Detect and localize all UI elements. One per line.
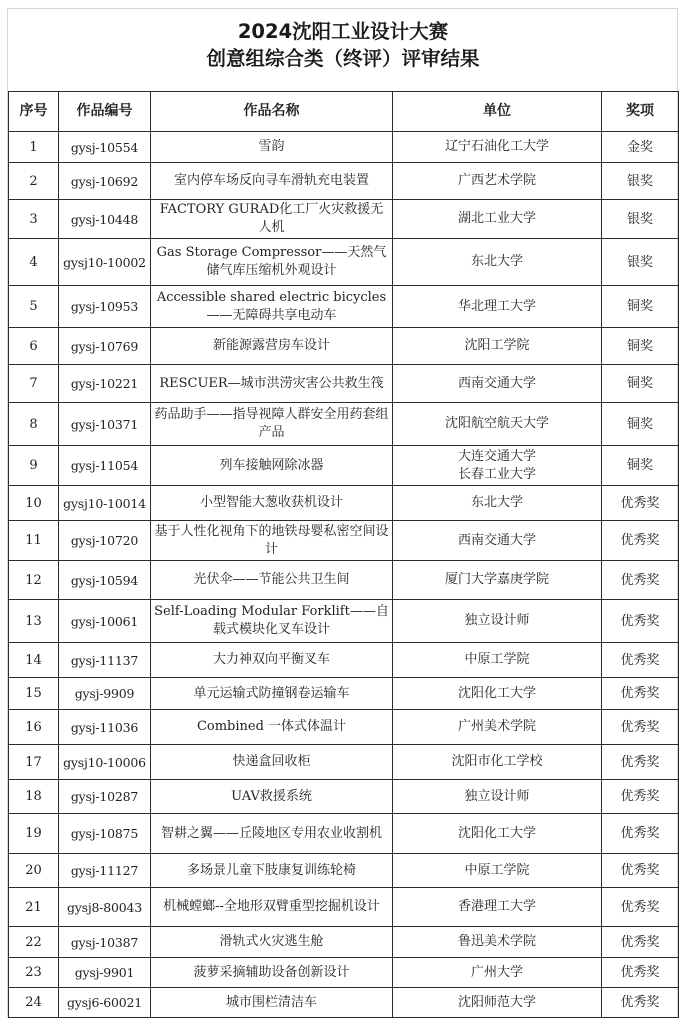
table-row bbox=[9, 745, 679, 780]
row-number: 19 bbox=[9, 814, 59, 854]
table-row bbox=[9, 814, 679, 854]
unit-name: 沈阳化工大学 bbox=[393, 678, 602, 710]
work-code: gysj-11127 bbox=[59, 854, 151, 888]
row-number: 9 bbox=[9, 446, 59, 486]
unit-name: 东北大学 bbox=[393, 486, 602, 521]
award: 优秀奖 bbox=[602, 927, 679, 958]
work-name: 菠萝采摘辅助设备创新设计 bbox=[151, 958, 393, 988]
table-row bbox=[9, 200, 679, 239]
award: 优秀奖 bbox=[602, 888, 679, 927]
row-number: 7 bbox=[9, 365, 59, 403]
work-code: gysj10-10002 bbox=[59, 239, 151, 286]
award: 优秀奖 bbox=[602, 780, 679, 814]
work-name: 智耕之翼——丘陵地区专用农业收割机 bbox=[151, 814, 393, 854]
table-row bbox=[9, 958, 679, 988]
results-table bbox=[8, 91, 679, 1018]
row-number: 12 bbox=[9, 561, 59, 600]
work-code: gysj-10554 bbox=[59, 132, 151, 163]
work-code: gysj10-10014 bbox=[59, 486, 151, 521]
award: 优秀奖 bbox=[602, 854, 679, 888]
row-number: 22 bbox=[9, 927, 59, 958]
table-row bbox=[9, 561, 679, 600]
award: 优秀奖 bbox=[602, 988, 679, 1018]
unit-name: 厦门大学嘉庚学院 bbox=[393, 561, 602, 600]
row-number: 13 bbox=[9, 600, 59, 643]
unit-name: 东北大学 bbox=[393, 239, 602, 286]
work-code: gysj-9901 bbox=[59, 958, 151, 988]
document-title bbox=[8, 18, 678, 72]
award: 优秀奖 bbox=[602, 678, 679, 710]
work-code: gysj-11137 bbox=[59, 643, 151, 678]
unit-name: 大连交通大学 长春工业大学 bbox=[393, 446, 602, 486]
unit-name: 中原工学院 bbox=[393, 854, 602, 888]
award: 铜奖 bbox=[602, 365, 679, 403]
unit-name: 广州美术学院 bbox=[393, 710, 602, 745]
row-number: 17 bbox=[9, 745, 59, 780]
work-code: gysj-10692 bbox=[59, 163, 151, 200]
work-name: Self-Loading Modular Forklift——自载式模块化叉车设计 bbox=[151, 600, 393, 643]
work-name: 基于人性化视角下的地铁母婴私密空间设计 bbox=[151, 521, 393, 561]
title-line-2: 创意组综合类（终评）评审结果 bbox=[206, 47, 480, 70]
row-number: 23 bbox=[9, 958, 59, 988]
unit-name: 沈阳师范大学 bbox=[393, 988, 602, 1018]
unit-name: 辽宁石油化工大学 bbox=[393, 132, 602, 163]
title-line-1: 2024沈阳工业设计大赛 bbox=[237, 20, 449, 43]
work-name: 雪韵 bbox=[151, 132, 393, 163]
unit-name: 沈阳化工大学 bbox=[393, 814, 602, 854]
work-name: Gas Storage Compressor——天然气储气库压缩机外观设计 bbox=[151, 239, 393, 286]
work-name: 城市围栏清洁车 bbox=[151, 988, 393, 1018]
row-number: 5 bbox=[9, 286, 59, 328]
table-row bbox=[9, 854, 679, 888]
work-name: 大力神双向平衡叉车 bbox=[151, 643, 393, 678]
unit-name: 香港理工大学 bbox=[393, 888, 602, 927]
award: 优秀奖 bbox=[602, 561, 679, 600]
work-name: 单元运输式防撞钢卷运输车 bbox=[151, 678, 393, 710]
table-row bbox=[9, 365, 679, 403]
work-code: gysj6-60021 bbox=[59, 988, 151, 1018]
row-number: 20 bbox=[9, 854, 59, 888]
table-row bbox=[9, 600, 679, 643]
header-code: 作品编号 bbox=[59, 92, 151, 132]
work-code: gysj-10387 bbox=[59, 927, 151, 958]
award: 银奖 bbox=[602, 163, 679, 200]
award: 优秀奖 bbox=[602, 814, 679, 854]
table-row bbox=[9, 927, 679, 958]
unit-name: 西南交通大学 bbox=[393, 365, 602, 403]
award: 优秀奖 bbox=[602, 958, 679, 988]
table-row bbox=[9, 486, 679, 521]
award: 优秀奖 bbox=[602, 745, 679, 780]
table-row bbox=[9, 163, 679, 200]
work-name: 药品助手——指导视障人群安全用药套组产品 bbox=[151, 403, 393, 446]
work-code: gysj-10720 bbox=[59, 521, 151, 561]
work-code: gysj-10448 bbox=[59, 200, 151, 239]
row-number: 14 bbox=[9, 643, 59, 678]
award: 银奖 bbox=[602, 200, 679, 239]
work-name: UAV救援系统 bbox=[151, 780, 393, 814]
work-name: 多场景儿童下肢康复训练轮椅 bbox=[151, 854, 393, 888]
unit-name: 广州大学 bbox=[393, 958, 602, 988]
work-name: 列车接触网除冰器 bbox=[151, 446, 393, 486]
work-name: Accessible shared electric bicycles——无障碍共享电动车 bbox=[151, 286, 393, 328]
row-number: 8 bbox=[9, 403, 59, 446]
row-number: 24 bbox=[9, 988, 59, 1018]
row-number: 21 bbox=[9, 888, 59, 927]
row-number: 10 bbox=[9, 486, 59, 521]
work-code: gysj-10371 bbox=[59, 403, 151, 446]
unit-name: 西南交通大学 bbox=[393, 521, 602, 561]
award: 优秀奖 bbox=[602, 710, 679, 745]
header-name: 作品名称 bbox=[151, 92, 393, 132]
work-name: FACTORY GURAD化工厂火灾救援无人机 bbox=[151, 200, 393, 239]
table-row bbox=[9, 988, 679, 1018]
award: 优秀奖 bbox=[602, 643, 679, 678]
work-code: gysj-10953 bbox=[59, 286, 151, 328]
work-name: 小型智能大葱收获机设计 bbox=[151, 486, 393, 521]
award: 金奖 bbox=[602, 132, 679, 163]
row-number: 11 bbox=[9, 521, 59, 561]
table-row bbox=[9, 678, 679, 710]
table-row bbox=[9, 780, 679, 814]
work-name: 室内停车场反向寻车滑轨充电装置 bbox=[151, 163, 393, 200]
table-row bbox=[9, 446, 679, 486]
work-name: 新能源露营房车设计 bbox=[151, 328, 393, 365]
table-row bbox=[9, 328, 679, 365]
row-number: 6 bbox=[9, 328, 59, 365]
work-code: gysj10-10006 bbox=[59, 745, 151, 780]
header-row bbox=[9, 92, 679, 132]
table-row bbox=[9, 403, 679, 446]
table-row bbox=[9, 132, 679, 163]
table-row bbox=[9, 888, 679, 927]
award: 优秀奖 bbox=[602, 521, 679, 561]
work-code: gysj-11054 bbox=[59, 446, 151, 486]
work-code: gysj-10769 bbox=[59, 328, 151, 365]
work-name: 光伏伞——节能公共卫生间 bbox=[151, 561, 393, 600]
work-name: 滑轨式火灾逃生舱 bbox=[151, 927, 393, 958]
unit-name: 独立设计师 bbox=[393, 780, 602, 814]
award: 铜奖 bbox=[602, 328, 679, 365]
row-number: 4 bbox=[9, 239, 59, 286]
award: 铜奖 bbox=[602, 286, 679, 328]
table-row bbox=[9, 286, 679, 328]
work-code: gysj-10594 bbox=[59, 561, 151, 600]
header-no: 序号 bbox=[9, 92, 59, 132]
header-award: 奖项 bbox=[602, 92, 679, 132]
work-name: 机械螳螂--全地形双臂重型挖掘机设计 bbox=[151, 888, 393, 927]
row-number: 3 bbox=[9, 200, 59, 239]
work-name: Combined 一体式体温计 bbox=[151, 710, 393, 745]
unit-name: 独立设计师 bbox=[393, 600, 602, 643]
work-name: 快递盒回收柜 bbox=[151, 745, 393, 780]
unit-name: 沈阳航空航天大学 bbox=[393, 403, 602, 446]
work-code: gysj-11036 bbox=[59, 710, 151, 745]
row-number: 16 bbox=[9, 710, 59, 745]
work-code: gysj8-80043 bbox=[59, 888, 151, 927]
unit-name: 鲁迅美术学院 bbox=[393, 927, 602, 958]
award: 铜奖 bbox=[602, 403, 679, 446]
award: 银奖 bbox=[602, 239, 679, 286]
award: 优秀奖 bbox=[602, 486, 679, 521]
award: 优秀奖 bbox=[602, 600, 679, 643]
unit-name: 沈阳市化工学校 bbox=[393, 745, 602, 780]
table-row bbox=[9, 710, 679, 745]
work-code: gysj-9909 bbox=[59, 678, 151, 710]
award: 铜奖 bbox=[602, 446, 679, 486]
work-code: gysj-10875 bbox=[59, 814, 151, 854]
unit-name: 沈阳工学院 bbox=[393, 328, 602, 365]
table-row bbox=[9, 521, 679, 561]
work-code: gysj-10061 bbox=[59, 600, 151, 643]
row-number: 18 bbox=[9, 780, 59, 814]
header-unit: 单位 bbox=[393, 92, 602, 132]
work-code: gysj-10287 bbox=[59, 780, 151, 814]
table-row bbox=[9, 643, 679, 678]
work-code: gysj-10221 bbox=[59, 365, 151, 403]
unit-name: 中原工学院 bbox=[393, 643, 602, 678]
row-number: 1 bbox=[9, 132, 59, 163]
row-number: 2 bbox=[9, 163, 59, 200]
row-number: 15 bbox=[9, 678, 59, 710]
unit-name: 华北理工大学 bbox=[393, 286, 602, 328]
unit-name: 湖北工业大学 bbox=[393, 200, 602, 239]
table-row bbox=[9, 239, 679, 286]
unit-name: 广西艺术学院 bbox=[393, 163, 602, 200]
work-name: RESCUER—城市洪涝灾害公共救生筏 bbox=[151, 365, 393, 403]
